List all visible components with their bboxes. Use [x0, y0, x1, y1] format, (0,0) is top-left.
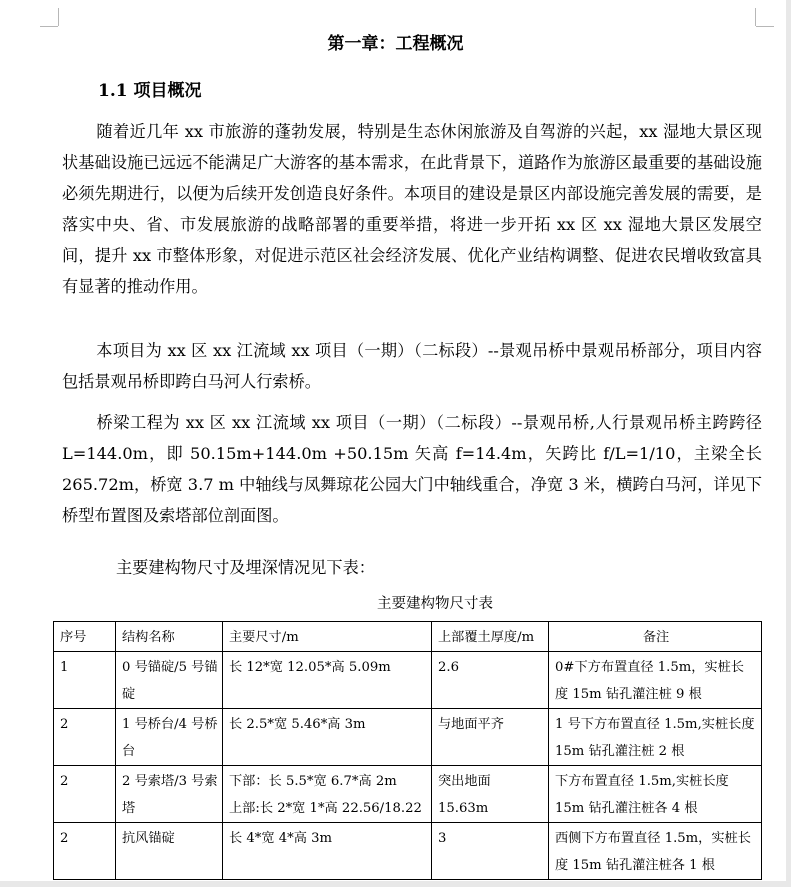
paragraph-2-text: 本项目为 xx 区 xx 江流域 xx 项目（一期）（二标段）--景观吊桥中景观吊桥部分，项目内容包括景观吊桥即跨白马河人行索桥。	[62, 341, 762, 391]
cell-dimensions: 长 2.5*宽 5.46*高 3m	[223, 709, 432, 766]
cell-cover-thickness: 突出地面 15.63m	[432, 766, 549, 823]
table-row	[54, 709, 762, 766]
cell-index: 2	[54, 766, 116, 823]
cell-structure-name: 抗风锚碇	[116, 823, 223, 880]
cell-cover-thickness: 3	[432, 823, 549, 880]
table-row	[54, 652, 762, 709]
cell-dimensions: 长 4*宽 4*高 3m	[223, 823, 432, 880]
cell-remarks: 0#下方布置直径 1.5m，实桩长度 15m 钻孔灌注桩 9 根	[549, 652, 762, 709]
cell-structure-name: 2 号索塔/3 号索塔	[116, 766, 223, 823]
table-intro: 主要建构物尺寸及埋深情况见下表：	[116, 558, 375, 577]
header-index: 序号	[54, 622, 116, 652]
margin-corner-top-right	[755, 8, 756, 26]
section-title: 1.1 项目概况	[98, 81, 202, 101]
cell-index: 2	[54, 823, 116, 880]
cell-structure-name: 0 号锚碇/5 号锚碇	[116, 652, 223, 709]
chapter-title: 第一章：工程概况	[327, 34, 464, 54]
page-right-edge	[786, 0, 791, 887]
header-structure-name: 结构名称	[116, 622, 223, 652]
cell-structure-name: 1 号桥台/4 号桥台	[116, 709, 223, 766]
cell-index: 1	[54, 652, 116, 709]
cell-cover-thickness: 与地面平齐	[432, 709, 549, 766]
paragraph-2	[62, 335, 762, 397]
header-cover-thickness: 上部覆土厚度/m	[432, 622, 549, 652]
cell-remarks: 下方布置直径 1.5m,实桩长度 15m 钻孔灌注桩各 4 根	[549, 766, 762, 823]
margin-corner-top-left-h	[40, 26, 58, 27]
cell-remarks: 1 号下方布置直径 1.5m,实桩长度 15m 钻孔灌注桩 2 根	[549, 709, 762, 766]
header-remarks: 备注	[549, 622, 762, 652]
cell-remarks: 西侧下方布置直径 1.5m，实桩长度 15m 钻孔灌注桩各 1 根	[549, 823, 762, 880]
paragraph-1	[62, 116, 762, 302]
table-title: 主要建构物尺寸表	[377, 596, 493, 612]
paragraph-1-text: 随着近几年 xx 市旅游的蓬勃发展，特别是生态休闲旅游及自驾游的兴起，xx 湿地大景区现状基础设施已远远不能满足广大游客的基本需求，在此背景下，道路作为旅游区最重要的基础设施必须先期进行，以便为后续开发创造良好条件。本项目的建设是景区内部设施完善发展的需要，是落实中央、省、市发展旅游的战略部署的重要举措，将进一步开拓 xx 区 xx 湿地大景区发展空间，提升 xx 市整体形象，对促进示范区社会经济发展、优化产业结构调整、促进农民增收致富具有显著的推动作用。	[62, 122, 762, 296]
margin-corner-top-right-h	[756, 26, 774, 27]
page-bottom-edge	[0, 881, 791, 887]
table-header-row	[54, 622, 762, 652]
cell-index: 2	[54, 709, 116, 766]
paragraph-3	[62, 407, 762, 531]
structures-table	[53, 621, 762, 880]
header-dimensions: 主要尺寸/m	[223, 622, 432, 652]
margin-corner-top-left	[58, 8, 59, 26]
table-row	[54, 823, 762, 880]
table-row	[54, 766, 762, 823]
paragraph-3-text: 桥梁工程为 xx 区 xx 江流域 xx 项目（一期）（二标段）--景观吊桥,人行景观吊桥主跨跨径 L=144.0m，即 50.15m+144.0m +50.15m 矢高 f=14.4m，矢跨比 f/L=1/10，主梁全长 265.72m，桥宽 3.7 m 中轴线与凤舞琼花公园大门中轴线重合，净宽 3 米，横跨白马河，详见下桥型布置图及索塔部位剖面图。	[62, 413, 762, 525]
cell-dimensions: 长 12*宽 12.05*高 5.09m	[223, 652, 432, 709]
cell-dimensions: 下部：长 5.5*宽 6.7*高 2m 上部:长 2*宽 1*高 22.56/18.22	[223, 766, 432, 823]
cell-cover-thickness: 2.6	[432, 652, 549, 709]
